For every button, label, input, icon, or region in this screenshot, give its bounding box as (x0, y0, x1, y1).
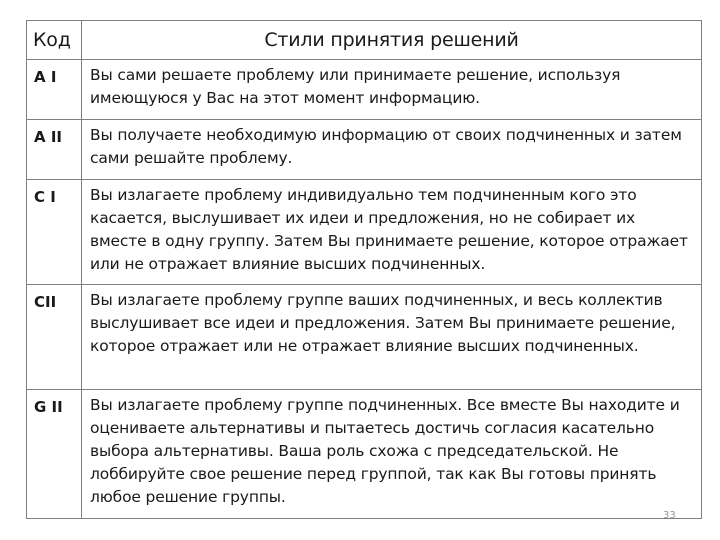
table-row (27, 180, 702, 285)
row-description-cell: Вы излагаете проблему группе ваших подчиненных, и весь коллектив выслушивает все идеи и предложения. Затем Вы принимаете решение, которое отражает или не отражает влияние высших подчиненных. (82, 285, 702, 390)
row-description-cell: Вы излагаете проблему индивидуально тем подчиненным кого это касается, выслушивает их идеи и предложения, но не собирает их вместе в одну группу. Затем Вы принимаете решение, которое отражает или не отражает влияние высших подчиненных. (82, 180, 702, 285)
decision-styles-table (26, 20, 702, 519)
row-code-cell: A II (27, 120, 82, 180)
row-description-cell: Вы сами решаете проблему или принимаете решение, используя имеющуюся у Вас на этот момент информацию. (82, 60, 702, 120)
row-code-cell: CII (27, 285, 82, 390)
table-row (27, 120, 702, 180)
table-header (27, 21, 702, 60)
header-row (27, 21, 702, 60)
table-body (27, 60, 702, 519)
row-description-cell: Вы излагаете проблему группе подчиненных. Все вместе Вы находите и оцениваете альтернативы и пытаетесь достичь согласия касательно выбора альтернативы. Ваша роль схожа с председательской. Не лоббируйте свое решение перед группой, так как Вы готовы принять любое решение группы. (82, 390, 702, 519)
row-code-cell: C I (27, 180, 82, 285)
table-row (27, 285, 702, 390)
column-header-code: Код (27, 21, 82, 60)
column-header-styles: Стили принятия решений (82, 21, 702, 60)
table-row (27, 390, 702, 519)
row-description-cell: Вы получаете необходимую информацию от своих подчиненных и затем сами решайте проблему. (82, 120, 702, 180)
row-code-cell: G II (27, 390, 82, 519)
slide-number: 33 (663, 510, 676, 521)
table-row (27, 60, 702, 120)
row-code-cell: A I (27, 60, 82, 120)
